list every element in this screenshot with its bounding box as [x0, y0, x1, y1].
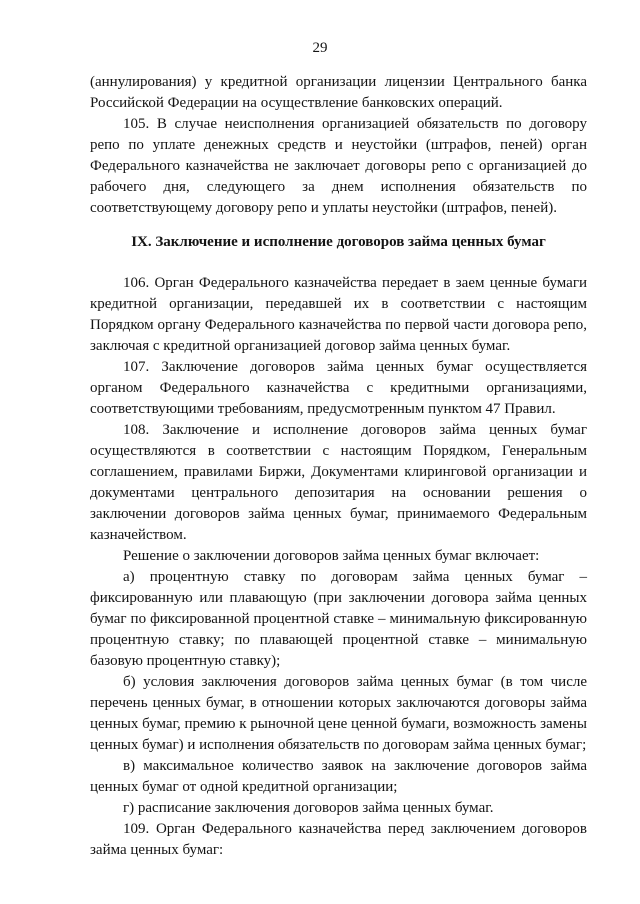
paragraph-106: 106. Орган Федерального казначейства передает в заем ценные бумаги кредитной организации, передавшей их в соответствии с настоящим Порядком органу Федерального казначейства по первой части договора репо, заключая с кредитной организацией договор займа ценных бумаг.: [90, 275, 587, 354]
list-item-v: в) максимальное количество заявок на заключение договоров займа ценных бумаг от одной кредитной организации;: [90, 758, 587, 795]
paragraph-continuation: (аннулирования) у кредитной организации лицензии Центрального банка Российской Федерации на осуществление банковских операций.: [90, 74, 587, 111]
paragraph-decision-intro: Решение о заключении договоров займа ценных бумаг включает:: [123, 548, 540, 564]
list-item-a: а) процентную ставку по договорам займа ценных бумаг – фиксированную или плавающую (при заключении договора займа ценных бумаг по фиксированной процентной ставке – минимальную фиксированную процентную ставку; по плавающей процентной ставке – минимальную базовую процентную ставку);: [90, 569, 587, 669]
section-heading-ix: IX. Заключение и исполнение договоров займа ценных бумаг: [131, 234, 546, 250]
paragraph-105: 105. В случае неисполнения организацией обязательств по договору репо по уплате денежных средств и неустойки (штрафов, пеней) орган Федерального казначейства не заключает договоры репо с организацией до рабочего дня, следующего за днем исполнения обязательств по соответствующему договору репо и уплаты неустойки (штрафов, пеней).: [90, 116, 587, 216]
document-body: [90, 72, 587, 861]
list-item-g: г) расписание заключения договоров займа ценных бумаг.: [123, 800, 494, 816]
list-item-b: б) условия заключения договоров займа ценных бумаг (в том числе перечень ценных бумаг, в отношении которых заключаются договоры займа ценных бумаг, премию к рыночной цене ценной бумаги, возможность замены ценных бумаг) и исполнения обязательств по договорам займа ценных бумаг;: [90, 674, 587, 753]
paragraph-108: 108. Заключение и исполнение договоров займа ценных бумаг осуществляются в соответствии с настоящим Порядком, Генеральным соглашением, правилами Биржи, Документами клиринговой организации и документами центрального депозитария на основании решения о заключении договоров займа ценных бумаг, принимаемого Федеральным казначейством.: [90, 422, 587, 543]
paragraph-109: 109. Орган Федерального казначейства перед заключением договоров займа ценных бумаг:: [90, 821, 587, 858]
paragraph-107: 107. Заключение договоров займа ценных бумаг осуществляется органом Федерального казначейства с кредитными организациями, соответствующими требованиям, предусмотренным пунктом 47 Правил.: [90, 359, 587, 417]
page-number: 29: [312, 40, 328, 56]
